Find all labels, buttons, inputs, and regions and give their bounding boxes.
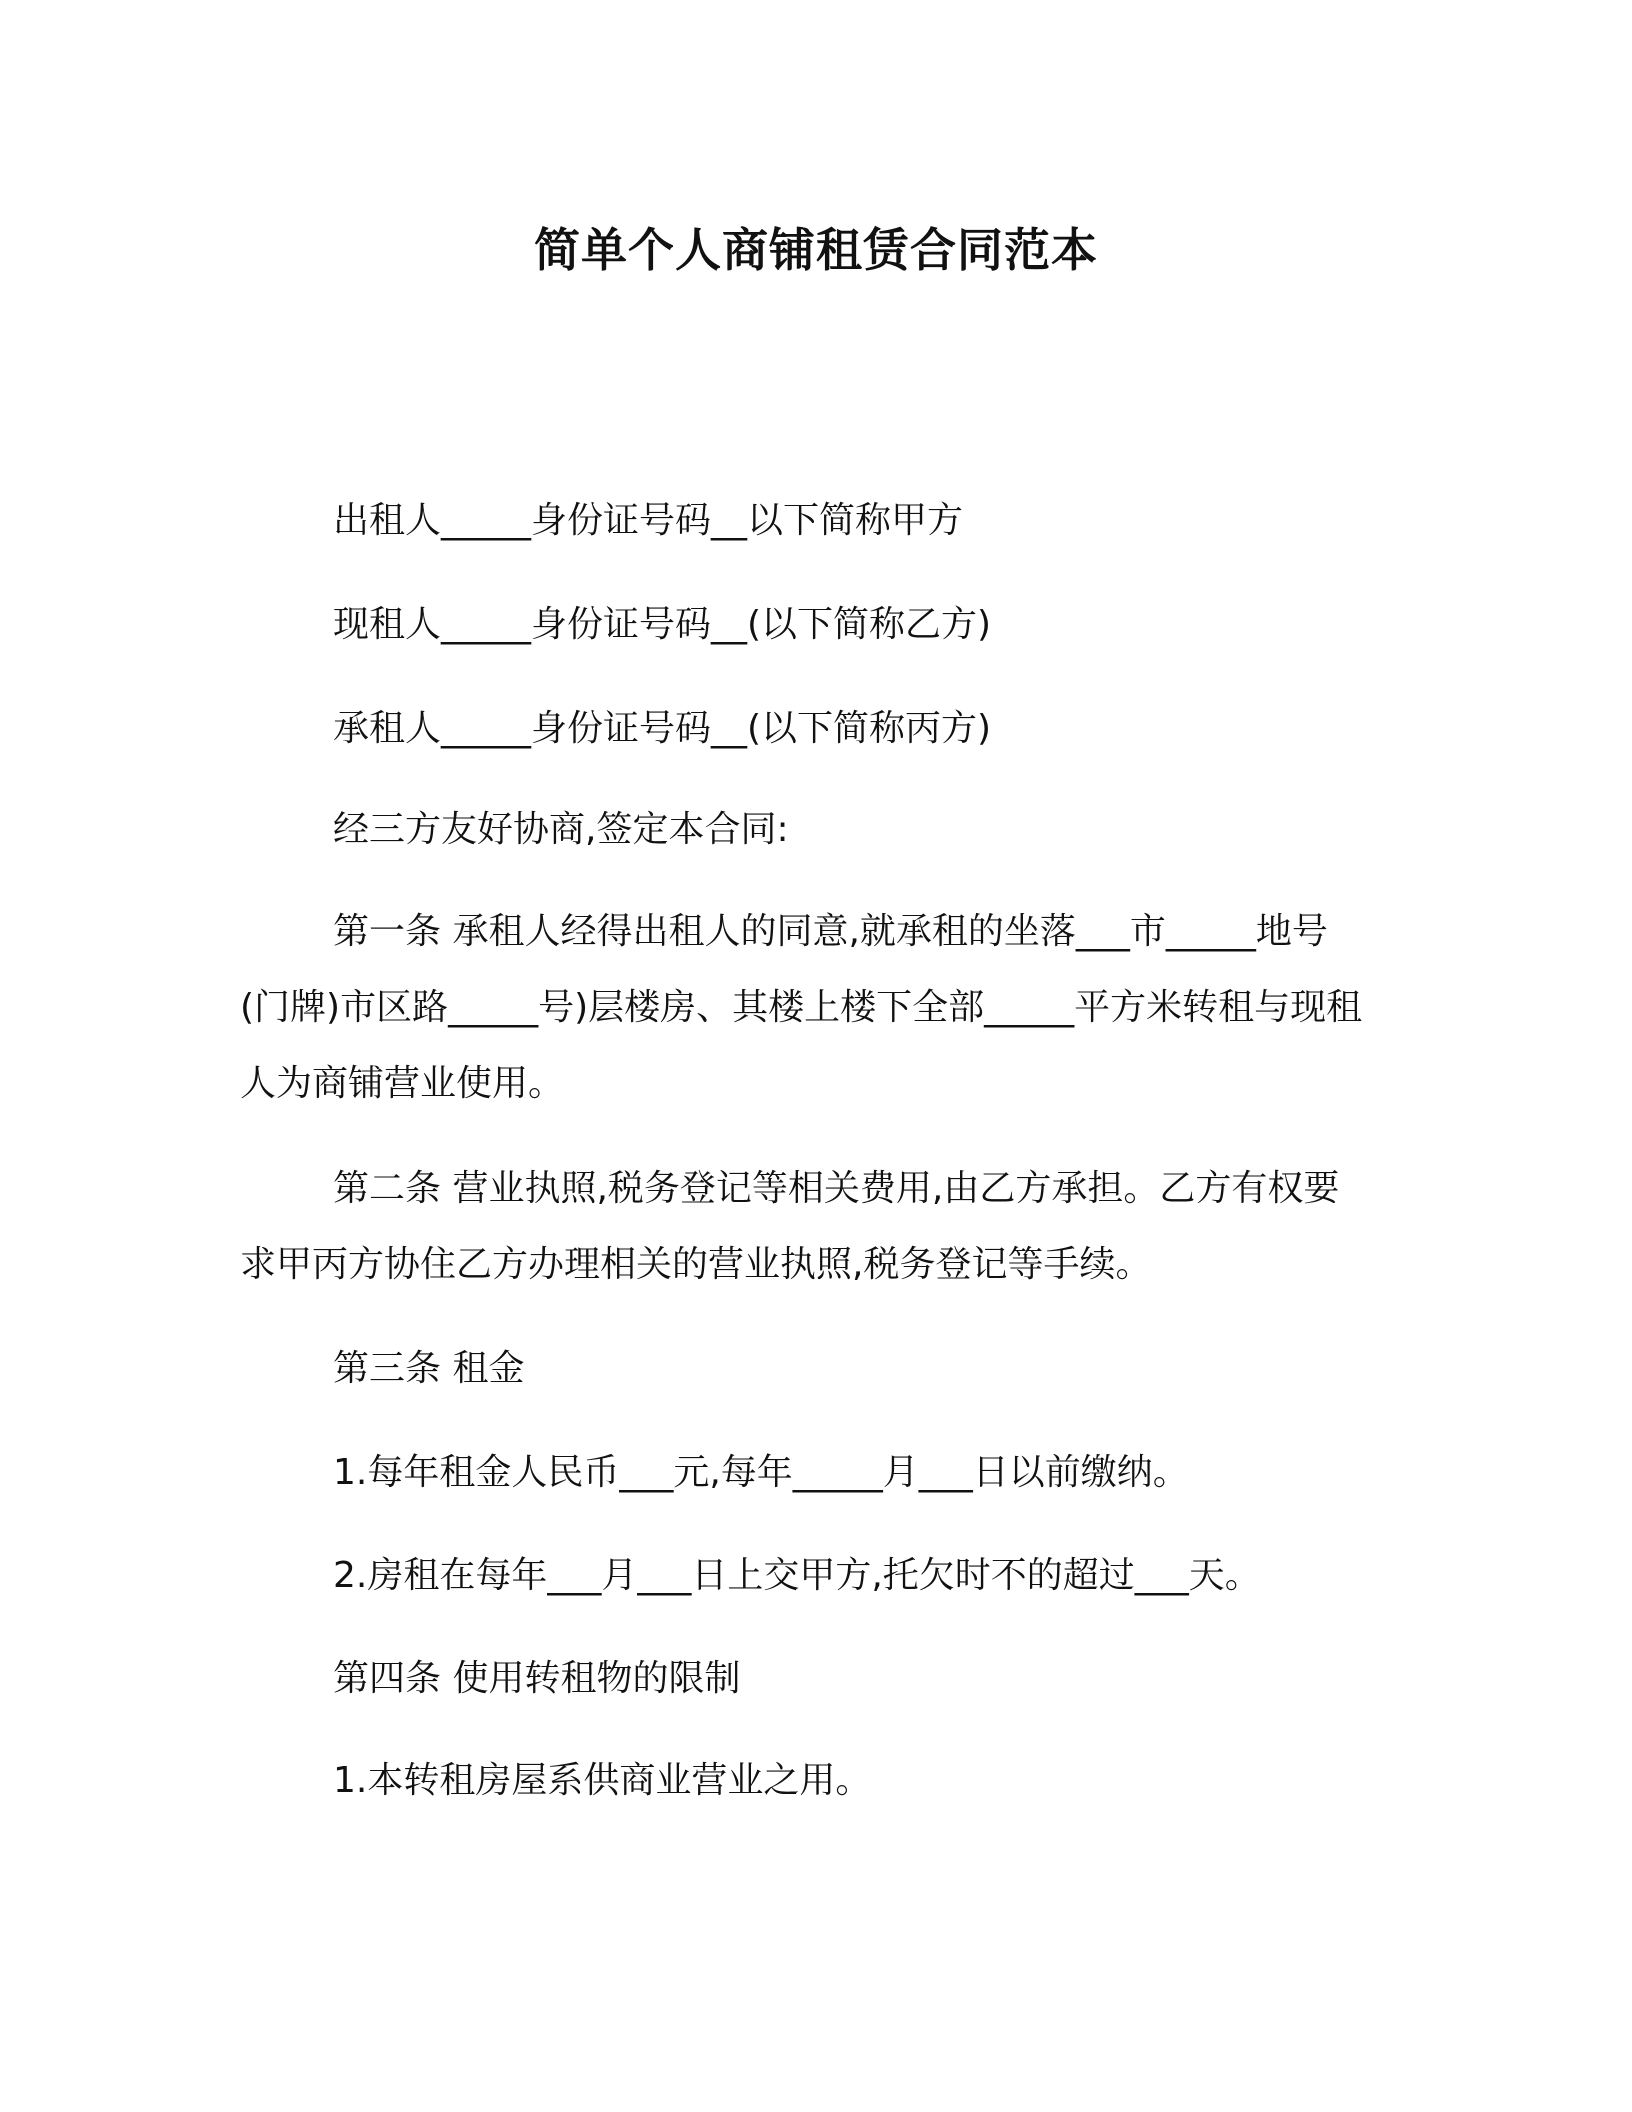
text-line-article-3: 第三条 租金 [333, 1348, 525, 1389]
text-line-article-4-item-1: 1.本转租房屋系供商业营业之用。 [333, 1760, 872, 1801]
text-line-agreement: 经三方友好协商,签定本合同: [333, 809, 789, 850]
text-line-article-4: 第四条 使用转租物的限制 [333, 1658, 741, 1699]
text-line-article-1-cont: (门牌)市区路_____号)层楼房、其楼上楼下全部_____平方米转租与现租 [240, 987, 1363, 1028]
text-line-article-3-item-2: 2.房租在每年___月___日上交甲方,托欠时不的超过___天。 [333, 1555, 1261, 1596]
text-line-article-1: 第一条 承租人经得出租人的同意,就承租的坐落___市_____地号 [333, 911, 1328, 952]
text-line-article-2: 第二条 营业执照,税务登记等相关费用,由乙方承担。乙方有权要 [333, 1168, 1340, 1209]
text-line-article-2-cont: 求甲丙方协住乙方办理相关的营业执照,税务登记等手续。 [240, 1244, 1152, 1285]
text-line-article-1-cont: 人为商铺营业使用。 [240, 1063, 565, 1104]
text-line-current-tenant: 现租人_____身份证号码__(以下简称乙方) [333, 604, 992, 645]
text-line-article-3-item-1: 1.每年租金人民币___元,每年_____月___日以前缴纳。 [333, 1452, 1189, 1493]
text-line-lessor: 出租人_____身份证号码__以下简称甲方 [333, 500, 964, 541]
document-title: 简单个人商铺租赁合同范本 [534, 223, 1098, 277]
text-line-lessee: 承租人_____身份证号码__(以下简称丙方) [333, 708, 992, 749]
